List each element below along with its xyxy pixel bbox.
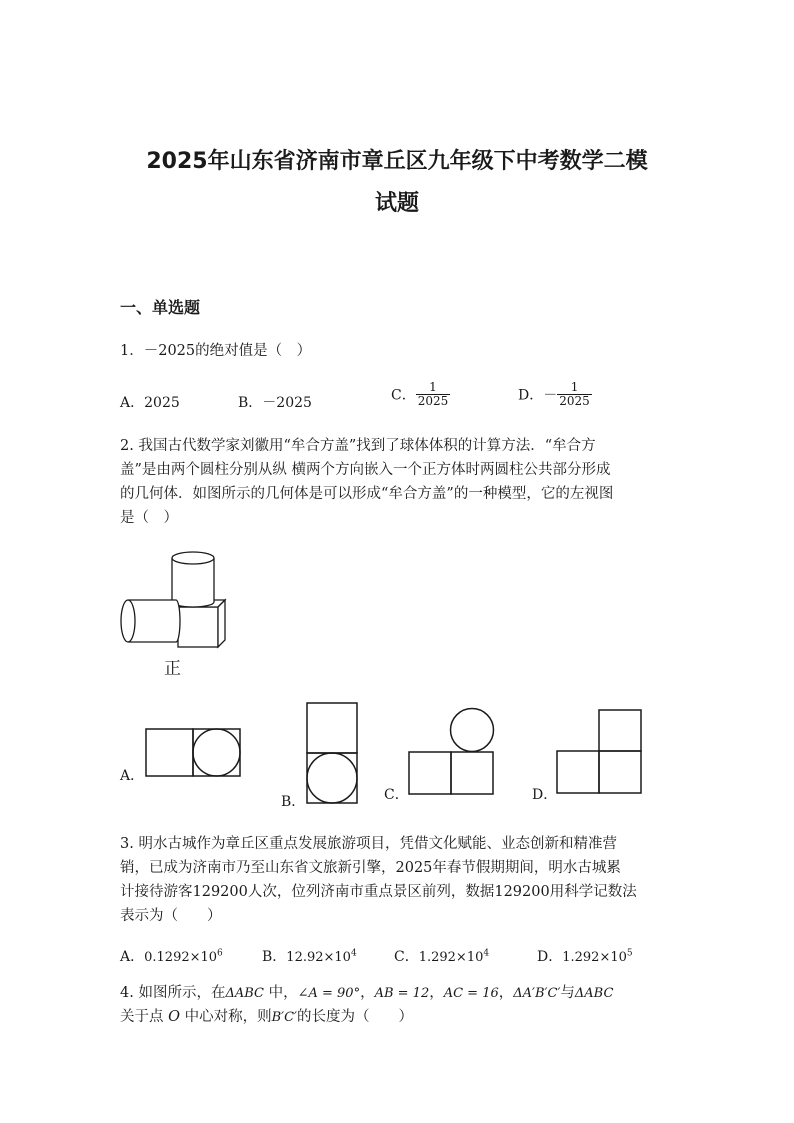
q2-option-c-figure	[409, 709, 494, 795]
q1-option-d-minus: －	[543, 387, 558, 404]
q2-line1: 2. 我国古代数学家刘徽用“牟合方盖”找到了球体体积的计算方法．“牟合方	[120, 438, 596, 454]
q2-option-d-label[interactable]: D．	[532, 787, 558, 803]
q4-line2	[120, 1005, 413, 1030]
q1-stem: 1．－2025的绝对值是（ ）	[120, 343, 312, 359]
fraction-denominator: 2025	[417, 394, 449, 408]
fraction-numerator: 1	[570, 380, 579, 394]
q1-option-d-label: D．	[518, 387, 544, 404]
q4-point-o: O	[168, 1009, 180, 1025]
q4-side-bc: B′C′	[271, 1010, 298, 1025]
section-heading: 一、单选题	[120, 298, 201, 317]
q1-option-b-text: －2025	[262, 395, 312, 411]
q3-option-d-exp: 5	[626, 948, 633, 959]
q2-option-a-figure	[146, 729, 240, 776]
q4-side-ab: AB = 12	[374, 986, 430, 1001]
q3-option-a-label: A．	[120, 949, 145, 965]
q4-triangle-abc: ΔABC	[225, 986, 264, 1001]
q2-option-b-figure	[307, 703, 357, 803]
q4-line2-a: 关于点	[120, 1009, 164, 1025]
page-title-line2: 试题	[374, 191, 419, 216]
q4-angle-a: ∠A = 90°	[297, 986, 361, 1001]
q2-option-d-figure	[557, 710, 641, 793]
q3-line4: 表示为（ ）	[120, 908, 222, 924]
q1-option-a-label: A．	[120, 395, 145, 411]
q3-option-a[interactable]	[120, 946, 223, 966]
q3-option-d-label: D．	[537, 949, 563, 965]
q3-line3: 计接待游客129200人次，位列济南市重点景区前列，数据129200用科学记数法	[120, 884, 637, 900]
page-title-line1: 2025年山东省济南市章丘区九年级下中考数学二模	[146, 149, 648, 174]
q4-mid: 中，	[268, 985, 298, 1001]
q1-option-c-label: C．	[391, 387, 416, 404]
q4-line2-c: 的长度为（ ）	[297, 1009, 414, 1025]
q2-option-b-label[interactable]: B．	[281, 794, 306, 810]
q2-line4: 是（ ）	[120, 510, 178, 526]
q2-option-c-label[interactable]: C．	[384, 787, 409, 803]
q2-front-label: 正	[164, 659, 181, 679]
q4-triangle-prime: ΔA′B′C′	[513, 986, 561, 1001]
q3-option-b-exp: 4	[350, 948, 357, 959]
q3-option-d[interactable]	[537, 946, 633, 966]
q3-option-c[interactable]	[394, 946, 489, 966]
q3-option-d-base: 1.292×10	[562, 950, 627, 965]
fraction-denominator: 2025	[559, 394, 590, 408]
q3-option-c-label: C．	[394, 949, 419, 965]
q3-line1: 3. 明水古城作为章丘区重点发展旅游项目，凭借文化赋能、业态创新和精准营	[120, 836, 617, 852]
q3-option-c-base: 1.292×10	[418, 950, 484, 965]
q4-triangle-abc-2: ΔABC	[574, 986, 614, 1001]
q4-side-ac: AC = 16	[443, 986, 499, 1001]
q1-option-a-text: 2025	[144, 395, 180, 411]
q3-line2: 销，已成为济南市乃至山东省文旅新引擎，2025年春节假期期间，明水古城累	[120, 860, 621, 876]
q3-option-b-label: B．	[262, 949, 287, 965]
q2-option-a-label[interactable]: A．	[120, 768, 145, 784]
fraction-numerator: 1	[429, 380, 437, 394]
q3-option-b-base: 12.92×10	[286, 950, 351, 965]
q3-option-c-exp: 4	[483, 948, 490, 959]
q4-and: 与	[560, 985, 575, 1001]
q4-prefix: 4. 如图所示，在	[120, 985, 226, 1001]
q1-option-b-label: B．	[238, 395, 263, 411]
q4-line1: 4. 如图所示，在ΔABC 中，∠A = 90°，AB = 12，AC = 16，ΔA′B′C′与ΔABC	[120, 985, 614, 1001]
q2-line2: 盖”是由两个圆柱分别从纵 横两个方向嵌入一个正方体时两圆柱公共部分形成	[120, 462, 611, 478]
q4-line2-b: 中心对称，则	[184, 1009, 272, 1025]
q3-option-b[interactable]	[262, 946, 357, 966]
q3-option-a-base: 0.1292×10	[144, 950, 218, 965]
q2-line3: 的几何体．如图所示的几何体是可以形成“牟合方盖”的一种模型，它的左视图	[120, 486, 614, 502]
q3-option-a-exp: 6	[217, 948, 223, 959]
